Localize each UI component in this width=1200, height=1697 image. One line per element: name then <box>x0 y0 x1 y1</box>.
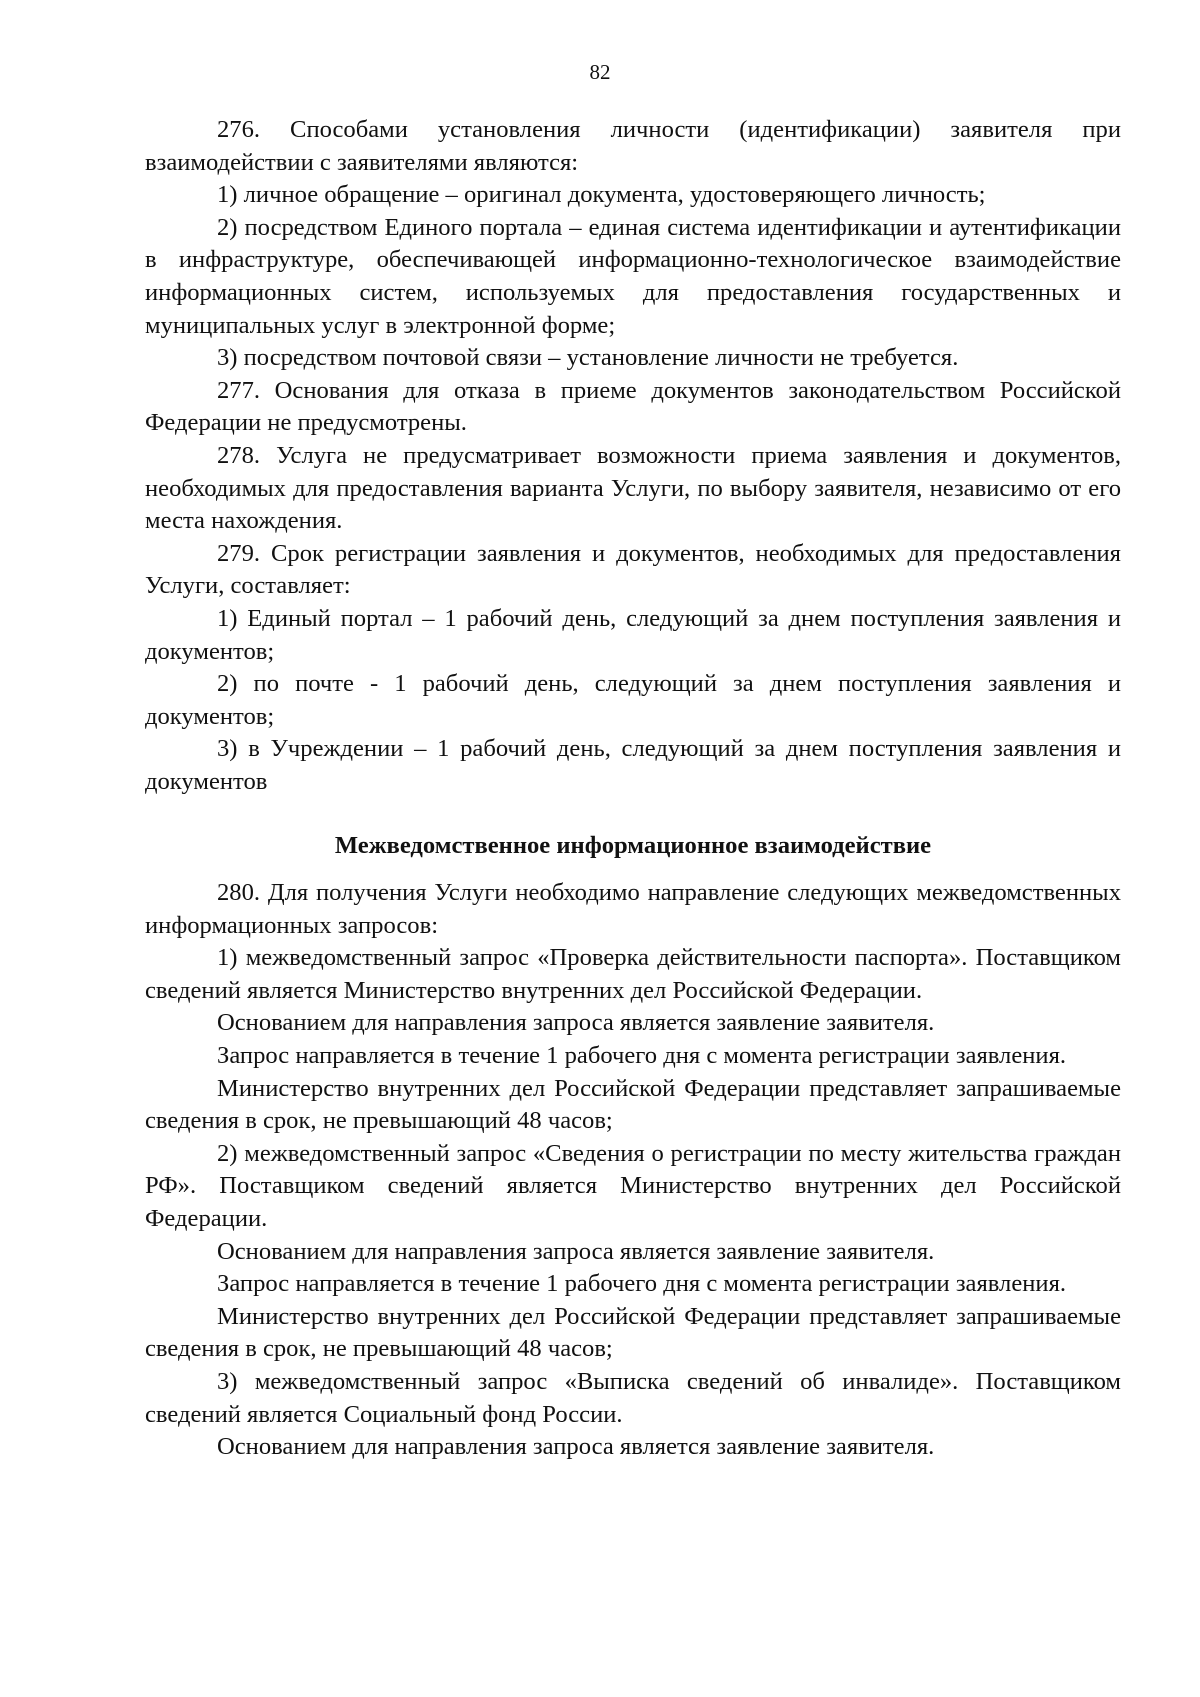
paragraph-280-item-2: 2) межведомственный запрос «Сведения о регистрации по месту жительства граждан РФ». Поставщиком сведений является Министерство внутренних дел Российской Федерации. <box>145 1139 1121 1232</box>
paragraph-280-item-2-basis: Основанием для направления запроса является заявление заявителя. <box>217 1237 935 1265</box>
paragraph-279-item-3: 3) в Учреждении – 1 рабочий день, следующий за днем поступления заявления и документов <box>145 735 1121 795</box>
paragraph-279-item-2: 2) по почте - 1 рабочий день, следующий за днем поступления заявления и документов; <box>145 670 1121 730</box>
paragraph-280: 280. Для получения Услуги необходимо направление следующих межведомственных информационных запросов: <box>145 879 1121 939</box>
paragraph-279: 279. Срок регистрации заявления и документов, необходимых для предоставления Услуги, составляет: <box>145 539 1121 600</box>
document-body <box>145 114 1121 1464</box>
paragraph-279-item-1: 1) Единый портал – 1 рабочий день, следующий за днем поступления заявления и документов; <box>145 604 1121 665</box>
paragraph-280-item-1-basis: Основанием для направления запроса является заявление заявителя. <box>217 1009 935 1037</box>
paragraph-280-item-1-response: Министерство внутренних дел Российской Федерации представляет запрашиваемые сведения в срок, не превышающий 48 часов; <box>145 1074 1121 1135</box>
paragraph-280-item-2-timing: Запрос направляется в течение 1 рабочего дня с момента регистрации заявления. <box>217 1270 1067 1298</box>
paragraph-276: 276. Способами установления личности (идентификации) заявителя при взаимодействии с заявителями являются: <box>145 116 1121 176</box>
paragraph-276-item-2: 2) посредством Единого портала – единая система идентификации и аутентификации в инфраструктуре, обеспечивающей информационно-технологическое взаимодействие информационных систем, используемых для предоставления государственных и муниципальных услуг в электронной форме; <box>145 213 1121 339</box>
paragraph-277: 277. Основания для отказа в приеме документов законодательством Российской Федерации не предусмотрены. <box>145 376 1121 437</box>
paragraph-280-item-3-basis: Основанием для направления запроса является заявление заявителя. <box>217 1433 935 1461</box>
paragraph-276-item-3: 3) посредством почтовой связи – установление личности не требуется. <box>217 344 959 372</box>
paragraph-280-item-3: 3) межведомственный запрос «Выписка сведений об инвалиде». Поставщиком сведений является Социальный фонд России. <box>145 1367 1121 1428</box>
paragraph-276-item-1: 1) личное обращение – оригинал документа, удостоверяющего личность; <box>217 181 986 209</box>
section-heading: Межведомственное информационное взаимодействие <box>334 832 932 860</box>
paragraph-278: 278. Услуга не предусматривает возможности приема заявления и документов, необходимых для предоставления варианта Услуги, по выбору заявителя, независимо от его места нахождения. <box>145 441 1121 535</box>
paragraph-280-item-1: 1) межведомственный запрос «Проверка действительности паспорта». Поставщиком сведений является Министерство внутренних дел Российской Федерации. <box>145 944 1121 1004</box>
paragraph-280-item-1-timing: Запрос направляется в течение 1 рабочего дня с момента регистрации заявления. <box>217 1042 1067 1070</box>
page-number: 82 <box>589 60 611 84</box>
paragraph-280-item-2-response: Министерство внутренних дел Российской Федерации представляет запрашиваемые сведения в срок, не превышающий 48 часов; <box>145 1302 1121 1363</box>
